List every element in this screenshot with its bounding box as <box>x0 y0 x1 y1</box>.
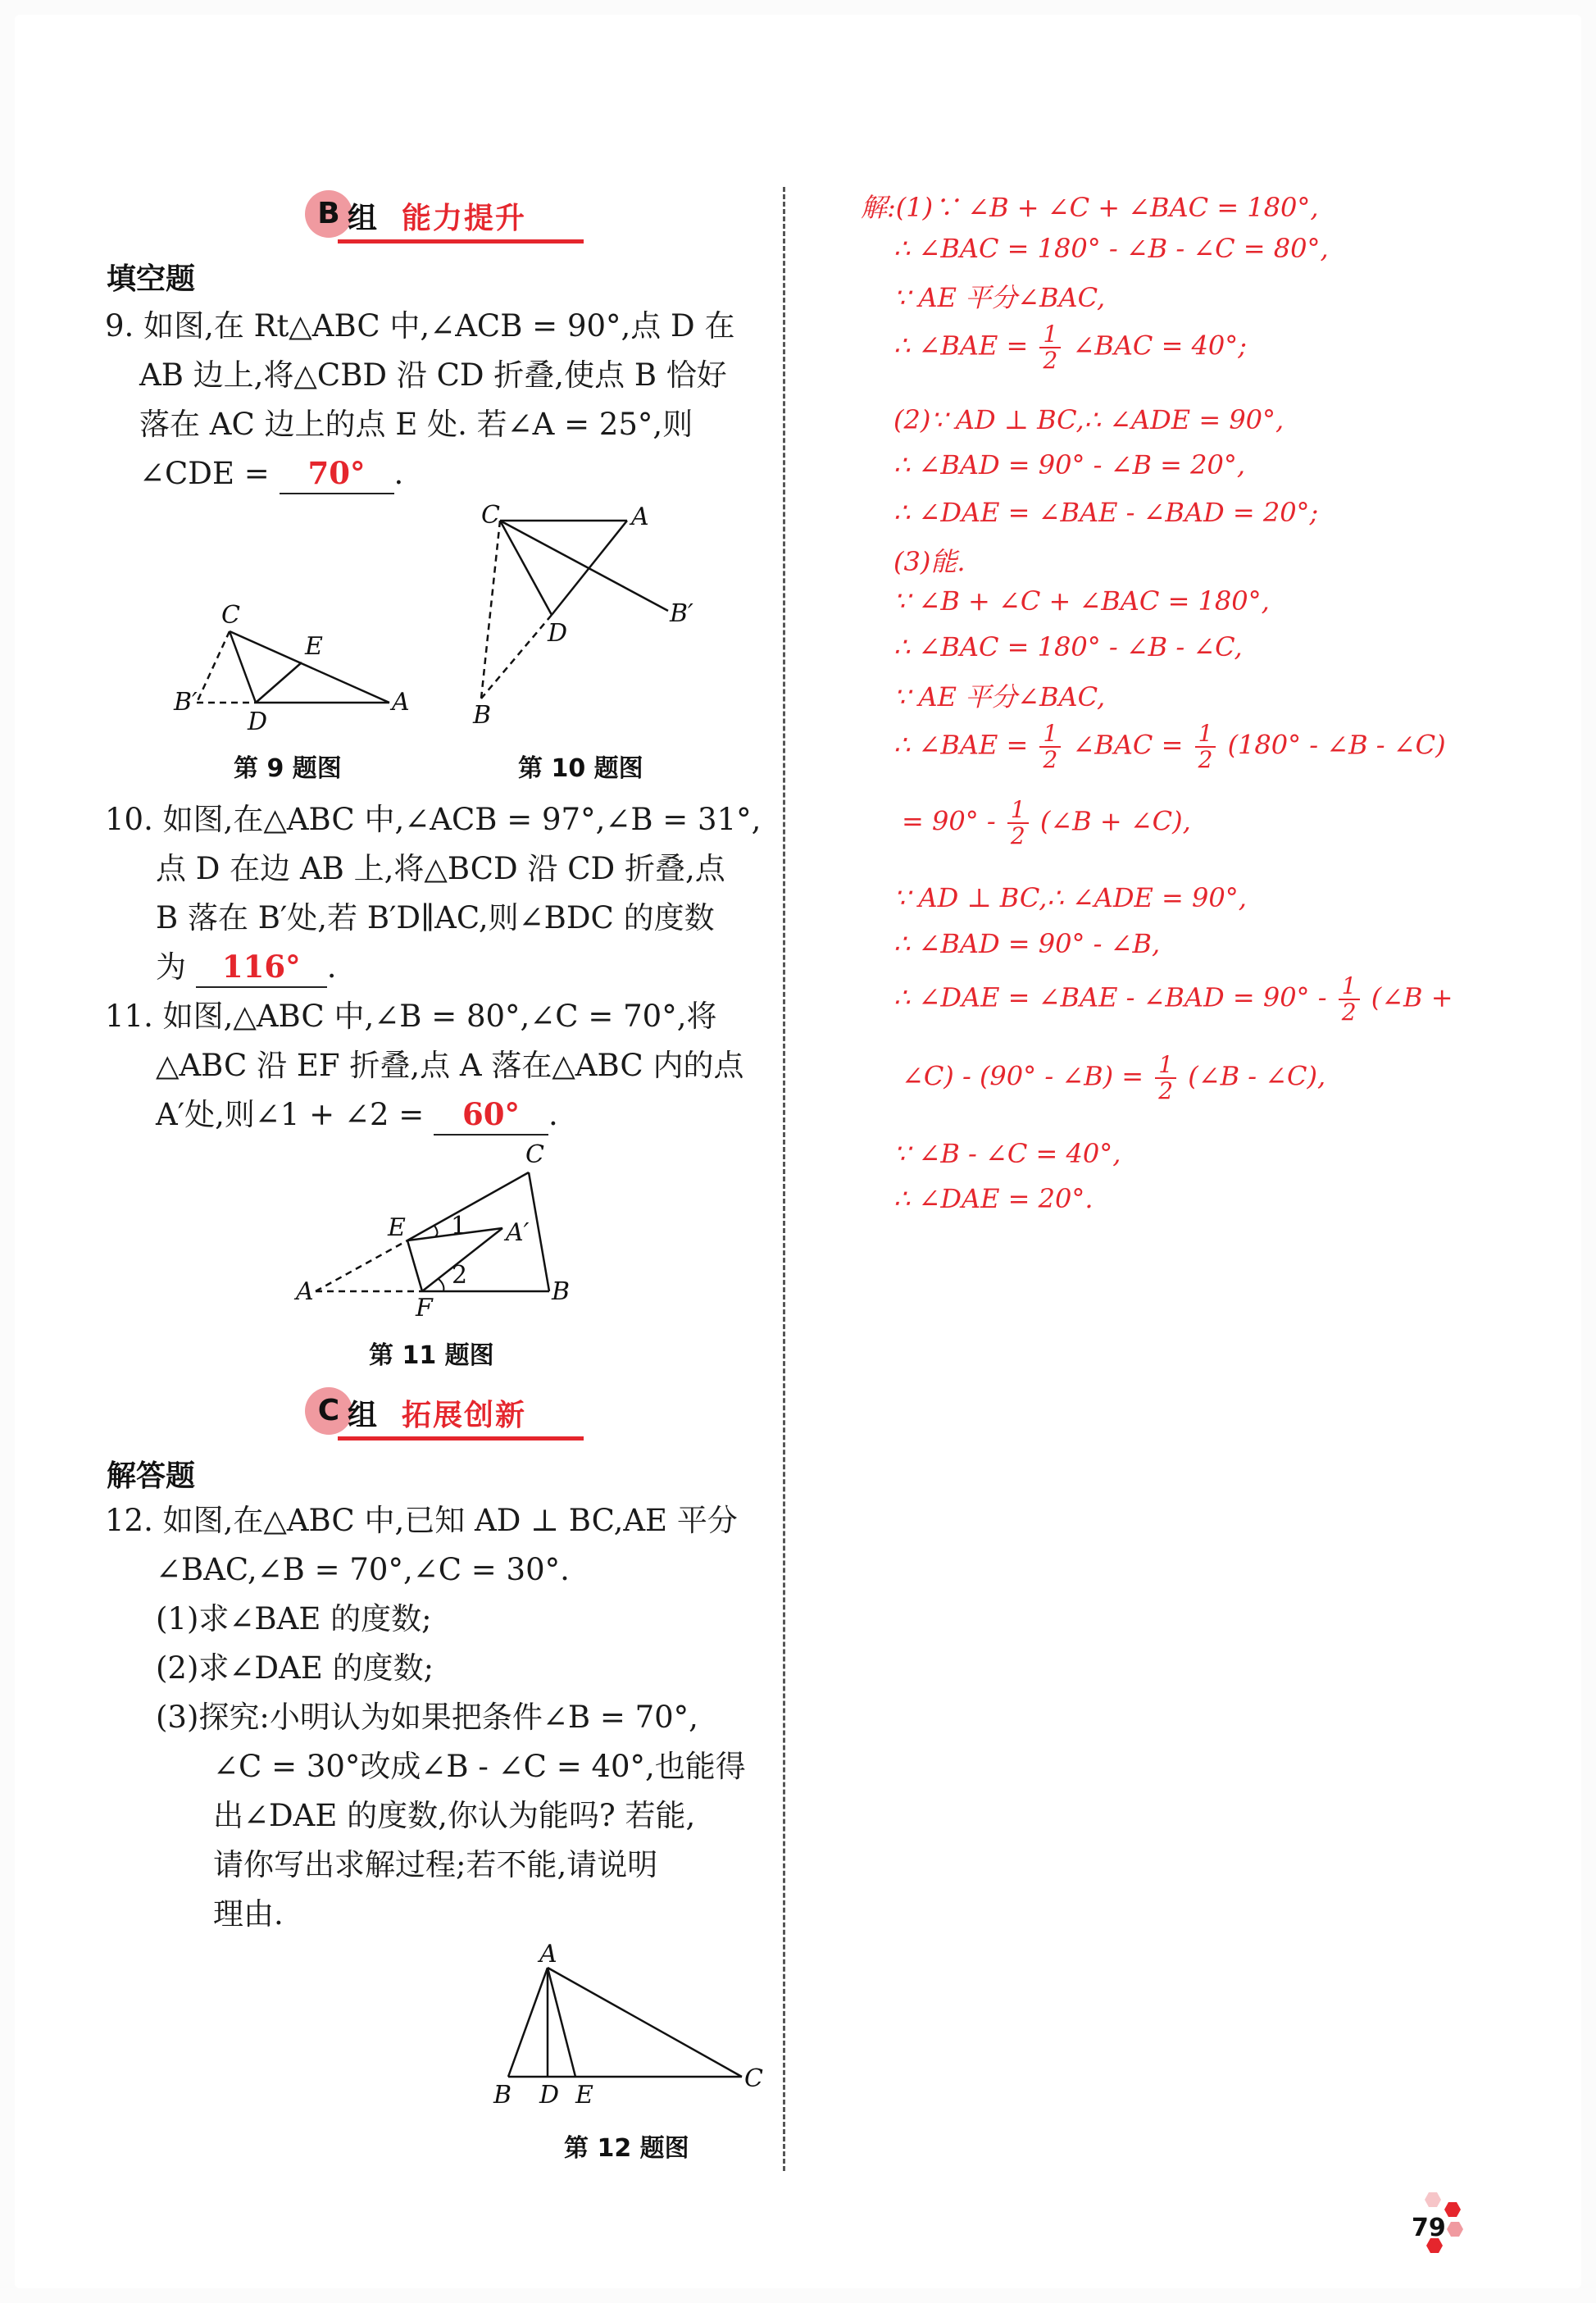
fig12-caption: 第 12 题图 <box>564 2134 689 2163</box>
group-c-header <box>305 1387 584 1436</box>
sol-line-17-pre: ∠C) - (90° - ∠B) = <box>902 1060 1144 1092</box>
fig10-label-bprime: B′ <box>670 599 693 628</box>
q12-part-3-line-5: 理由. <box>213 1896 284 1932</box>
fig11-label-f: F <box>416 1294 433 1322</box>
group-b-rule <box>338 239 584 243</box>
fig12-seg-ac <box>548 1968 742 2077</box>
frac-num: 1 <box>1339 974 1360 1000</box>
fig11-seg-ae <box>316 1240 407 1291</box>
group-b-zu: 组 <box>348 202 378 235</box>
q12-part-1: (1)求∠BAE 的度数; <box>156 1601 432 1636</box>
sol-line-13-post: (∠B + ∠C), <box>1039 805 1191 837</box>
figure-11 <box>291 1136 586 1324</box>
q9-line-4 <box>139 449 403 498</box>
fraction-half <box>1007 798 1029 849</box>
q9-period: . <box>393 456 404 491</box>
fig10-seg-db <box>481 615 552 699</box>
sol-line-16 <box>893 974 1453 1025</box>
q9-line-1: 9. 如图,在 Rt△ABC 中,∠ACB = 90°,点 D 在 <box>105 308 735 344</box>
q10-line-2: 点 D 在边 AB 上,将△BCD 沿 CD 折叠,点 <box>156 851 725 886</box>
group-b-header <box>305 190 584 239</box>
sol-line-15: ∴ ∠BAD = 90° - ∠B, <box>893 928 1161 959</box>
sol-line-17 <box>902 1053 1325 1104</box>
fig10-seg-ad <box>552 521 627 615</box>
sol-line-12-post: (180° - ∠B - ∠C) <box>1227 729 1446 761</box>
sol-line-6: ∴ ∠BAD = 90° - ∠B = 20°, <box>893 449 1246 480</box>
fig9-seg-de <box>256 662 302 703</box>
fig10-caption: 第 10 题图 <box>518 754 643 783</box>
q10-line-1: 10. 如图,在△ABC 中,∠ACB = 97°,∠B = 31°, <box>105 802 762 837</box>
sol-line-12 <box>893 721 1446 772</box>
fig11-angle-1-arc <box>434 1226 438 1237</box>
fig11-label-2: 2 <box>452 1261 468 1290</box>
q12-part-3-line-2: ∠C = 30°改成∠B - ∠C = 40°,也能得 <box>213 1749 746 1784</box>
frac-den: 2 <box>1010 822 1025 849</box>
section-fill-label: 填空题 <box>107 262 196 296</box>
fig9-label-e: E <box>305 632 323 661</box>
q12-line-1: 12. 如图,在△ABC 中,已知 AD ⊥ BC,AE 平分 <box>105 1503 738 1538</box>
q9-line-3: 落在 AC 边上的点 E 处. 若∠A = 25°,则 <box>139 407 693 442</box>
q9-line-2: AB 边上,将△CBD 沿 CD 折叠,使点 B 恰好 <box>139 357 727 393</box>
fraction-half <box>1039 721 1061 772</box>
fig9-label-d: D <box>248 708 268 736</box>
sol-line-10: ∴ ∠BAC = 180° - ∠B - ∠C, <box>893 631 1243 662</box>
q11-answer-blank: 60° <box>434 1095 548 1136</box>
hex-red-right <box>1444 2202 1461 2217</box>
sol-line-16-pre: ∴ ∠DAE = ∠BAE - ∠BAD = 90° - <box>893 981 1327 1013</box>
frac-den: 2 <box>1341 999 1357 1026</box>
page-number: 79 <box>1412 2214 1446 2242</box>
fig9-seg-cb <box>197 631 230 703</box>
fig10-seg-cb <box>481 521 500 699</box>
sol-line-9: ∵ ∠B + ∠C + ∠BAC = 180°, <box>893 585 1270 617</box>
sol-line-14: ∵ AD ⊥ BC,∴ ∠ADE = 90°, <box>893 882 1247 913</box>
q9-answer-blank: 70° <box>280 453 394 494</box>
fraction-half <box>1339 974 1360 1025</box>
group-c-badge: C <box>305 1387 352 1435</box>
fig9-label-a: A <box>392 688 410 717</box>
fraction-half <box>1155 1053 1176 1104</box>
q10-line-4 <box>156 943 337 992</box>
fig11-label-c: C <box>525 1140 544 1169</box>
sol-line-1: 解:(1)∵ ∠B + ∠C + ∠BAC = 180°, <box>861 192 1319 223</box>
group-c-zu: 组 <box>348 1399 378 1432</box>
fig11-seg-ef <box>407 1240 422 1291</box>
q11-prompt: A′处,则∠1 + ∠2 = <box>156 1097 425 1132</box>
sol-line-19: ∴ ∠DAE = 20°. <box>893 1183 1094 1214</box>
q9-prompt: ∠CDE = <box>139 456 270 491</box>
sol-line-12-pre: ∴ ∠BAE = <box>893 729 1029 761</box>
hex-pink-top <box>1425 2192 1441 2207</box>
fig11-label-b: B <box>552 1277 571 1306</box>
sol-line-16-post: (∠B + <box>1371 981 1453 1013</box>
figure-9 <box>164 599 426 746</box>
fig11-label-aprime: A′ <box>506 1218 530 1247</box>
sol-line-18: ∵ ∠B - ∠C = 40°, <box>893 1138 1121 1169</box>
fig9-label-bprime: B′ <box>174 688 198 717</box>
sol-line-4 <box>893 322 1247 373</box>
sol-line-8: (3)能. <box>893 546 966 577</box>
group-c-title: 拓展创新 <box>402 1399 527 1432</box>
frac-num: 1 <box>1039 721 1061 748</box>
sol-line-3: ∵ AE 平分∠BAC, <box>893 282 1106 313</box>
fig9-label-c: C <box>221 601 240 630</box>
fig9-caption: 第 9 题图 <box>234 754 342 783</box>
fig11-label-e: E <box>388 1213 406 1242</box>
figure-12 <box>484 1939 779 2111</box>
q10-prompt: 为 <box>156 949 186 985</box>
fig11-angle-2-arc <box>439 1279 443 1291</box>
q12-part-3-line-1: (3)探究:小明认为如果把条件∠B = 70°, <box>156 1700 698 1735</box>
frac-num: 1 <box>1195 721 1216 748</box>
fig11-seg-cb <box>529 1172 549 1291</box>
q10-period: . <box>326 949 337 985</box>
fig10-label-c: C <box>481 501 500 530</box>
group-c-rule <box>338 1436 584 1441</box>
frac-den: 2 <box>1158 1077 1174 1104</box>
frac-num: 1 <box>1155 1053 1176 1079</box>
fig10-label-d: D <box>548 619 568 648</box>
frac-num: 1 <box>1007 798 1029 824</box>
q12-part-3-line-4: 请你写出求解过程;若不能,请说明 <box>213 1847 658 1882</box>
q11-line-3 <box>156 1090 558 1140</box>
sol-line-11: ∵ AE 平分∠BAC, <box>893 681 1106 712</box>
sol-line-17-post: (∠B - ∠C), <box>1188 1060 1326 1092</box>
sol-line-13-pre: = 90° - <box>902 805 996 837</box>
fig10-label-a: A <box>631 503 649 531</box>
fig12-label-b: B <box>493 2081 512 2110</box>
sol-line-4-post: ∠BAC = 40°; <box>1072 330 1248 362</box>
q11-line-1: 11. 如图,△ABC 中,∠B = 80°,∠C = 70°,将 <box>105 999 717 1034</box>
fig12-label-a: A <box>539 1940 557 1968</box>
fig12-label-d: D <box>539 2081 560 2110</box>
frac-den: 2 <box>1043 347 1058 374</box>
fig12-label-e: E <box>575 2081 593 2110</box>
sol-line-7: ∴ ∠DAE = ∠BAE - ∠BAD = 20°; <box>893 497 1319 528</box>
figure-10 <box>463 500 725 738</box>
group-b-badge: B <box>305 190 352 238</box>
column-divider <box>783 187 785 2171</box>
fig12-seg-ab <box>508 1968 548 2077</box>
q12-part-3-line-3: 出∠DAE 的度数,你认为能吗? 若能, <box>213 1798 696 1833</box>
fig12-seg-ae <box>548 1968 575 2077</box>
q10-line-3: B 落在 B′处,若 B′D∥AC,则∠BDC 的度数 <box>156 900 715 935</box>
fig11-caption: 第 11 题图 <box>369 1341 494 1370</box>
fig10-label-b: B <box>473 701 492 730</box>
frac-den: 2 <box>1043 746 1058 773</box>
q12-part-2: (2)求∠DAE 的度数; <box>156 1650 434 1686</box>
sol-line-5: (2)∵ AD ⊥ BC,∴ ∠ADE = 90°, <box>893 404 1285 435</box>
sol-line-2: ∴ ∠BAC = 180° - ∠B - ∠C = 80°, <box>893 233 1329 264</box>
sol-line-12-mid: ∠BAC = <box>1072 729 1184 761</box>
q11-period: . <box>548 1097 558 1132</box>
group-b-title: 能力提升 <box>402 202 527 235</box>
sol-line-13 <box>902 798 1191 849</box>
hex-pink-mid <box>1447 2222 1463 2237</box>
q11-line-2: △ABC 沿 EF 折叠,点 A 落在△ABC 内的点 <box>156 1048 744 1083</box>
fig11-label-1: 1 <box>451 1212 467 1240</box>
q10-answer-blank: 116° <box>196 947 327 988</box>
sol-line-4-pre: ∴ ∠BAE = <box>893 330 1029 362</box>
section-answer-label: 解答题 <box>107 1459 196 1493</box>
q12-line-2: ∠BAC,∠B = 70°,∠C = 30°. <box>156 1552 570 1587</box>
frac-num: 1 <box>1039 322 1061 348</box>
fraction-half <box>1195 721 1216 772</box>
frac-den: 2 <box>1198 746 1213 773</box>
fig11-label-a: A <box>296 1277 314 1306</box>
fraction-half <box>1039 322 1061 373</box>
fig12-label-c: C <box>744 2064 763 2093</box>
